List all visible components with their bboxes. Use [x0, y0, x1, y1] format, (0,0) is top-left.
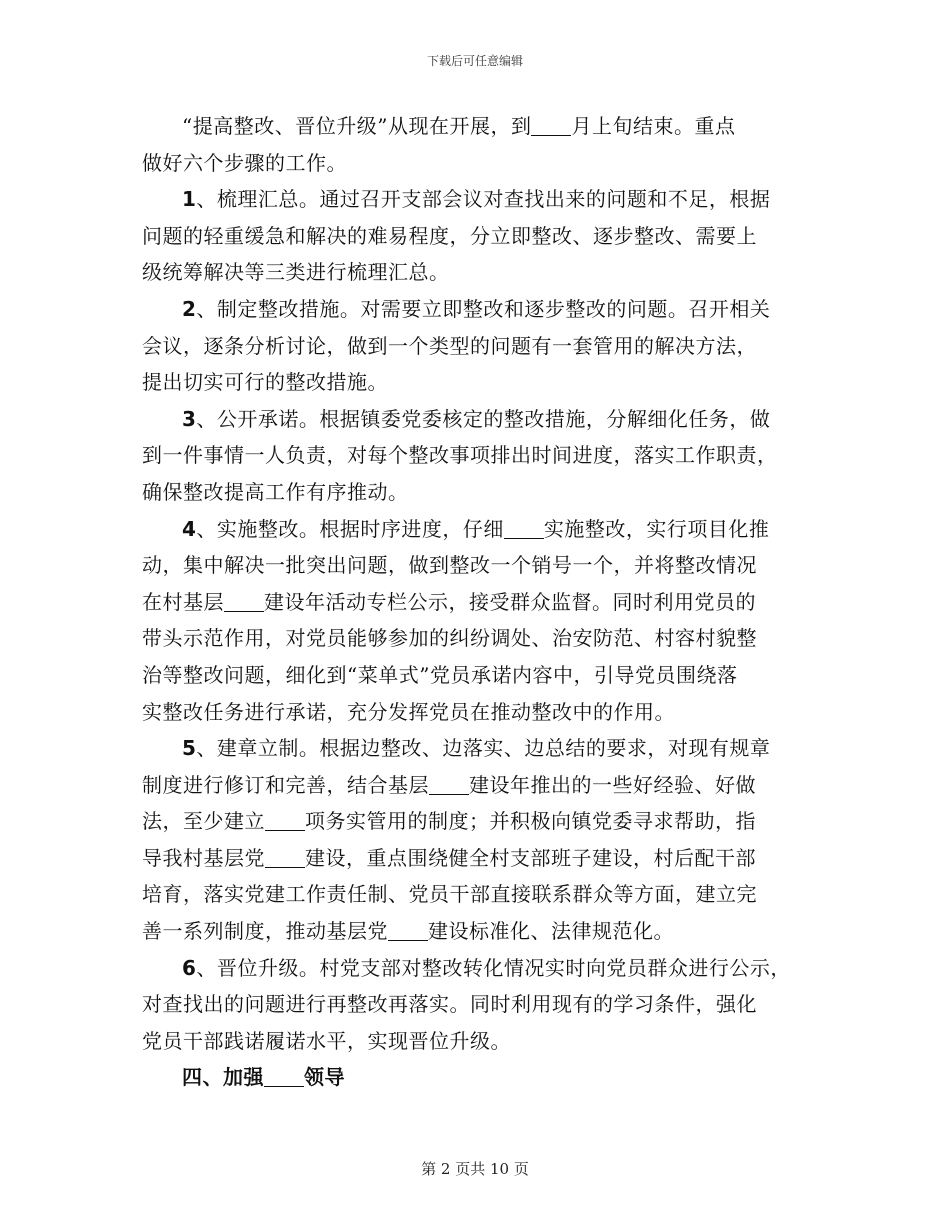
text-line: 级统筹解决等三类进行梳理汇总。 — [142, 260, 450, 285]
step-2-paragraph — [142, 291, 812, 401]
blank-underline — [224, 591, 264, 612]
blank-underline — [265, 810, 305, 831]
step-1-paragraph — [142, 181, 812, 291]
text-line: 建设，重点围绕健全村支部班子建设，村后配干部 — [305, 845, 756, 870]
heading-text: 四、加强 — [182, 1065, 264, 1090]
text-line: 会议，逐条分析讨论，做到一个类型的问题有一套管用的解决方法， — [142, 333, 757, 358]
text-line: 治等整改问题，细化到“菜单式”党员承诺内容中，引导党员围绕落 — [142, 662, 738, 687]
text-line: 做好六个步骤的工作。 — [142, 150, 347, 175]
step-6-paragraph — [142, 950, 812, 1060]
text-line: 建设标准化、法律规范化。 — [428, 919, 674, 944]
step-number: 3 — [182, 406, 197, 431]
step-5-paragraph — [142, 730, 812, 950]
blank-underline — [265, 847, 305, 868]
text-line: 法，至少建立 — [142, 809, 265, 834]
text-line: 建设年活动专栏公示，接受群众监督。同时利用党员的 — [264, 589, 756, 614]
blank-underline — [531, 115, 571, 136]
step-number: 5 — [182, 736, 197, 761]
text-line: “提高整改、晋位升级”从现在开展，到 — [182, 114, 532, 138]
text-line: 党员干部践诺履诺水平，实现晋位升级。 — [142, 1028, 511, 1053]
step-number: 4 — [182, 516, 197, 541]
text-line: 、实施整改。根据时序进度，仔细 — [196, 516, 504, 541]
section-heading — [142, 1059, 812, 1096]
text-line: 导我村基层党 — [142, 845, 265, 870]
blank-underline — [504, 518, 544, 539]
text-line: 提出切实可行的整改措施。 — [142, 370, 388, 395]
text-line: 在村基层 — [142, 589, 224, 614]
text-line: 培育，落实党建工作责任制、党员干部直接联系群众等方面，建立完 — [142, 882, 757, 907]
text-line: 建设年推出的一些好经验、好做 — [469, 772, 756, 797]
text-line: 、公开承诺。根据镇委党委核定的整改措施，分解细化任务，做 — [196, 406, 771, 431]
text-line: 月上旬结束。重点 — [571, 114, 736, 138]
intro-paragraph — [142, 108, 812, 181]
page-footer: 第 2 页共 10 页 — [421, 1160, 529, 1178]
step-number: 6 — [182, 955, 197, 980]
text-line: 实施整改，实行项目化推 — [543, 516, 770, 541]
text-line: 、梳理汇总。通过召开支部会议对查找出来的问题和不足，根据 — [196, 187, 771, 212]
blank-underline — [388, 920, 428, 941]
step-number: 2 — [182, 296, 197, 321]
text-line: 带头示范作用，对党员能够参加的纠纷调处、治安防范、村容村貌整 — [142, 626, 757, 651]
page-header: 下载后可任意编辑 — [426, 54, 523, 68]
step-3-paragraph — [142, 401, 812, 511]
document-body — [142, 108, 812, 1096]
text-line: 问题的轻重缓急和解决的难易程度，分立即整改、逐步整改、需要上 — [142, 223, 757, 248]
text-line: 实整改任务进行承诺，充分发挥党员在推动整改中的作用。 — [142, 699, 675, 724]
text-line: 项务实管用的制度；并积极向镇党委寻求帮助，指 — [305, 809, 756, 834]
step-number: 1 — [182, 187, 197, 212]
text-line: 、建章立制。根据边整改、边落实、边总结的要求，对现有规章 — [196, 736, 771, 761]
text-line: 动，集中解决一批突出问题，做到整改一个销号一个，并将整改情况 — [142, 553, 757, 578]
blank-underline — [429, 774, 469, 795]
heading-text: 领导 — [304, 1065, 345, 1090]
text-line: 、制定整改措施。对需要立即整改和逐步整改的问题。召开相关 — [196, 296, 771, 321]
text-line: 对查找出的问题进行再整改再落实。同时利用现有的学习条件，强化 — [142, 992, 757, 1017]
text-line: 、晋位升级。村党支部对整改转化情况实时向党员群众进行公示， — [196, 955, 791, 980]
text-line: 制度进行修订和完善，结合基层 — [142, 772, 429, 797]
blank-underline — [264, 1066, 304, 1087]
text-line: 到一件事情一人负责，对每个整改事项排出时间进度，落实工作职责， — [142, 443, 778, 468]
text-line: 确保整改提高工作有序推动。 — [142, 479, 409, 504]
text-line: 善一系列制度，推动基层党 — [142, 919, 388, 944]
step-4-paragraph — [142, 511, 812, 731]
